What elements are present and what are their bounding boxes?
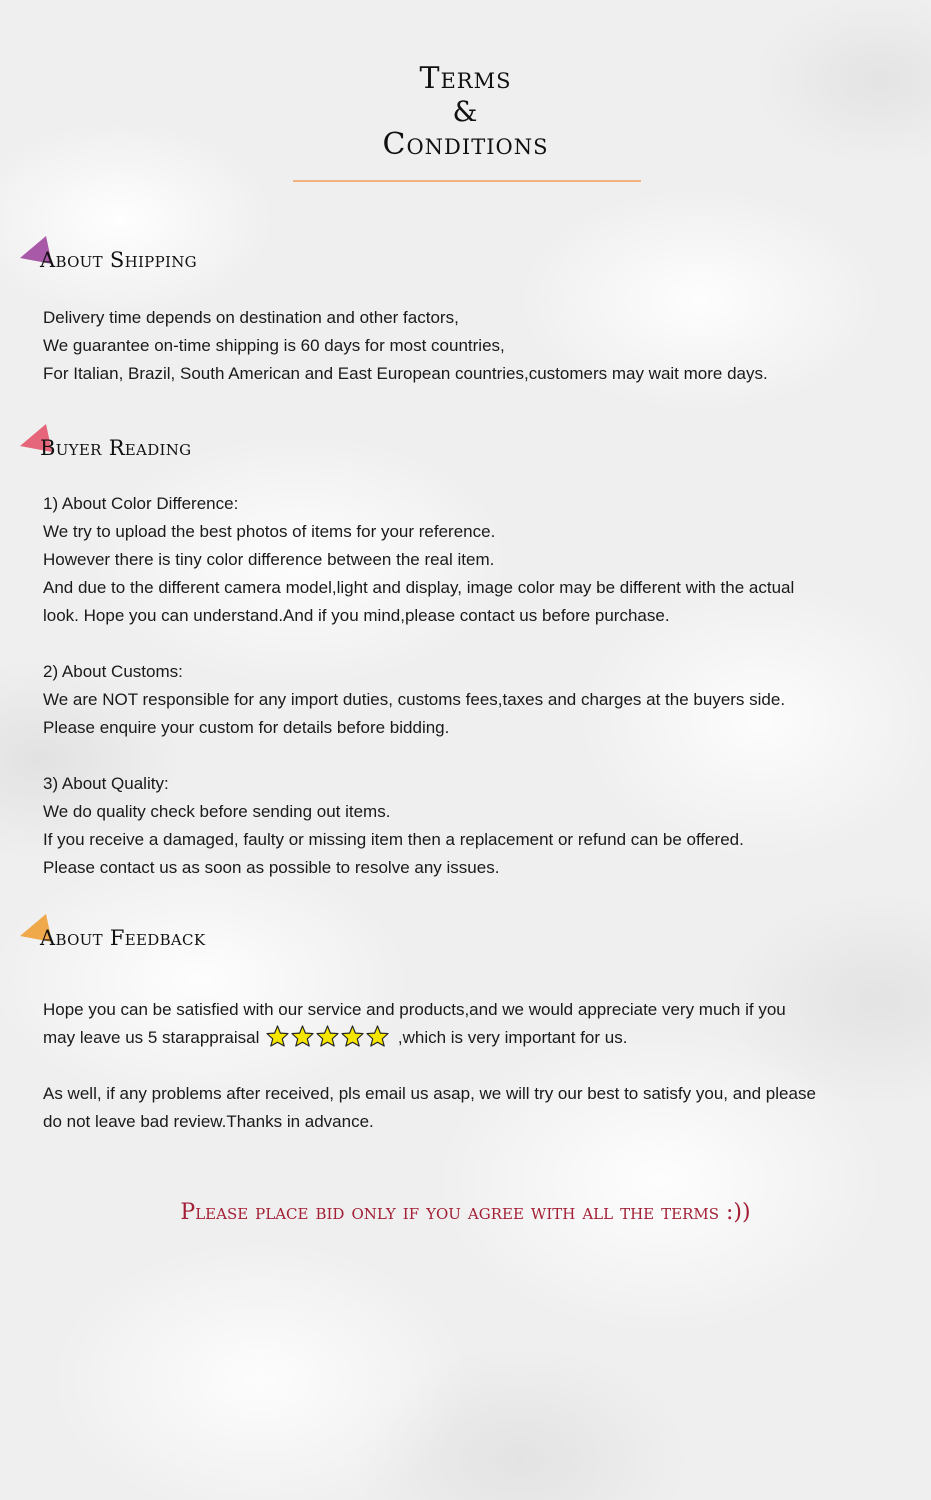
star-icon xyxy=(291,1025,314,1047)
paragraph-line: do not leave bad review.Thanks in advance. xyxy=(43,1112,374,1131)
section-title-shipping: About Shipping xyxy=(40,248,197,272)
section-title-feedback: About Feedback xyxy=(40,926,206,950)
paragraph-line: We do quality check before sending out items. xyxy=(43,802,391,821)
paragraph-line: We are NOT responsible for any import duties, customs fees,taxes and charges at the buyers side. xyxy=(43,690,786,709)
feedback-text xyxy=(43,996,883,1056)
paragraph-line: 2) About Customs: xyxy=(43,662,183,681)
feedback-problems-text xyxy=(43,1080,883,1136)
star-icon xyxy=(366,1025,389,1047)
paragraph-line: If you receive a damaged, faulty or missing item then a replacement or refund can be offered. xyxy=(43,830,744,849)
five-star-rating xyxy=(266,1025,391,1056)
paragraph-line: Please enquire your custom for details before bidding. xyxy=(43,718,450,737)
paragraph-line: We guarantee on-time shipping is 60 days for most countries, xyxy=(43,336,505,355)
star-icon xyxy=(316,1025,339,1047)
paragraph-line-with-stars xyxy=(43,1024,883,1056)
color-difference-text xyxy=(43,490,883,630)
paragraph-line: Please contact us as soon as possible to resolve any issues. xyxy=(43,858,500,877)
star-icon xyxy=(266,1025,289,1047)
paragraph-line: However there is tiny color difference between the real item. xyxy=(43,550,495,569)
star-icon xyxy=(341,1025,364,1047)
paragraph-line: 3) About Quality: xyxy=(43,774,169,793)
feedback-text-before-stars: may leave us 5 starappraisal xyxy=(43,1028,260,1047)
quality-text xyxy=(43,770,883,882)
agree-terms-note: Please place bid only if you agree with all the terms :)) xyxy=(180,1200,751,1225)
shipping-text xyxy=(43,304,883,388)
paragraph-line: For Italian, Brazil, South American and East European countries,customers may wait more days. xyxy=(43,364,768,383)
paragraph-line: look. Hope you can understand.And if you mind,please contact us before purchase. xyxy=(43,606,670,625)
paragraph-line: 1) About Color Difference: xyxy=(43,494,239,513)
paragraph-line: And due to the different camera model,light and display, image color may be different with the actual xyxy=(43,578,795,597)
customs-text xyxy=(43,658,883,742)
title-line-conditions: Conditions xyxy=(382,127,549,162)
title-ampersand: & xyxy=(452,95,479,128)
paragraph-line: Hope you can be satisfied with our service and products,and we would appreciate very much if you xyxy=(43,1000,786,1019)
feedback-text-after-stars: ,which is very important for us. xyxy=(397,1028,628,1047)
title-divider xyxy=(293,180,641,182)
section-title-buyer-reading: Buyer Reading xyxy=(40,436,192,460)
title-line-terms: Terms xyxy=(419,61,512,96)
page-title xyxy=(0,62,931,162)
paragraph-line: We try to upload the best photos of items for your reference. xyxy=(43,522,496,541)
paragraph-line: Delivery time depends on destination and other factors, xyxy=(43,308,459,327)
paragraph-line: As well, if any problems after received, pls email us asap, we will try our best to satisfy you, and please xyxy=(43,1084,816,1103)
